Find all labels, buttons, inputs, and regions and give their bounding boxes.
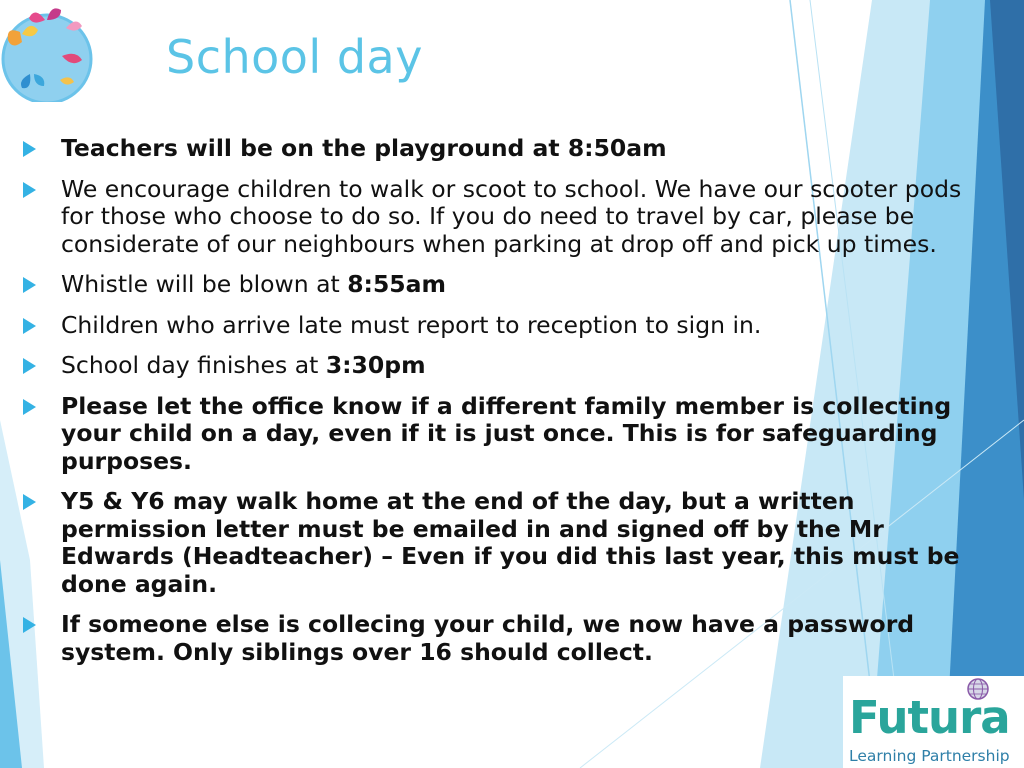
bullet-text: Please let the office know if a different family member is collecting your child on a day, even if it is just once. This is for safeguarding purposes. <box>61 391 952 475</box>
bullet-text: Children who arrive late must report to reception to sign in. <box>61 310 762 339</box>
bullet-item <box>18 312 978 340</box>
triangle-bullet-icon <box>23 277 36 293</box>
bullet-item <box>18 271 978 299</box>
triangle-bullet-icon <box>23 318 36 334</box>
triangle-bullet-icon <box>23 358 36 374</box>
bullet-list <box>18 135 978 679</box>
triangle-bullet-icon <box>23 399 36 415</box>
bullet-item <box>18 488 978 598</box>
bullet-text: We encourage children to walk or scoot to school. We have our scooter pods for those who choose to do so. If you do need to travel by car, please be considerate of our neighbours when parking at drop off and pick up times. <box>61 174 962 258</box>
futura-logo <box>843 676 1024 768</box>
slide-title: School day <box>166 30 423 84</box>
bullet-text: Teachers will be on the playground at 8:50am <box>61 134 667 162</box>
triangle-bullet-icon <box>23 182 36 198</box>
bullet-time: 8:55am <box>347 270 446 298</box>
bullet-item <box>18 393 978 476</box>
bullet-text: School day finishes at <box>61 351 326 379</box>
bullet-item <box>18 611 978 666</box>
bullet-item <box>18 135 978 163</box>
bullet-text: If someone else is collecing your child, we now have a password system. Only siblings over 16 should collect. <box>61 610 915 666</box>
logo-name: Futura <box>849 691 1010 744</box>
triangle-bullet-icon <box>23 494 36 510</box>
butterfly-circle-icon <box>0 2 100 102</box>
bullet-text: Whistle will be blown at <box>61 270 348 298</box>
bullet-item <box>18 352 978 380</box>
bullet-time: 3:30pm <box>325 351 426 379</box>
triangle-bullet-icon <box>23 617 36 633</box>
logo-tagline: Learning Partnership <box>849 747 1010 765</box>
triangle-bullet-icon <box>23 141 36 157</box>
bullet-item <box>18 176 978 259</box>
bullet-text: Y5 & Y6 may walk home at the end of the day, but a written permission letter must be emailed in and signed off by the Mr Edwards (Headteacher) – Even if you did this last year, this must be done again. <box>61 487 960 598</box>
